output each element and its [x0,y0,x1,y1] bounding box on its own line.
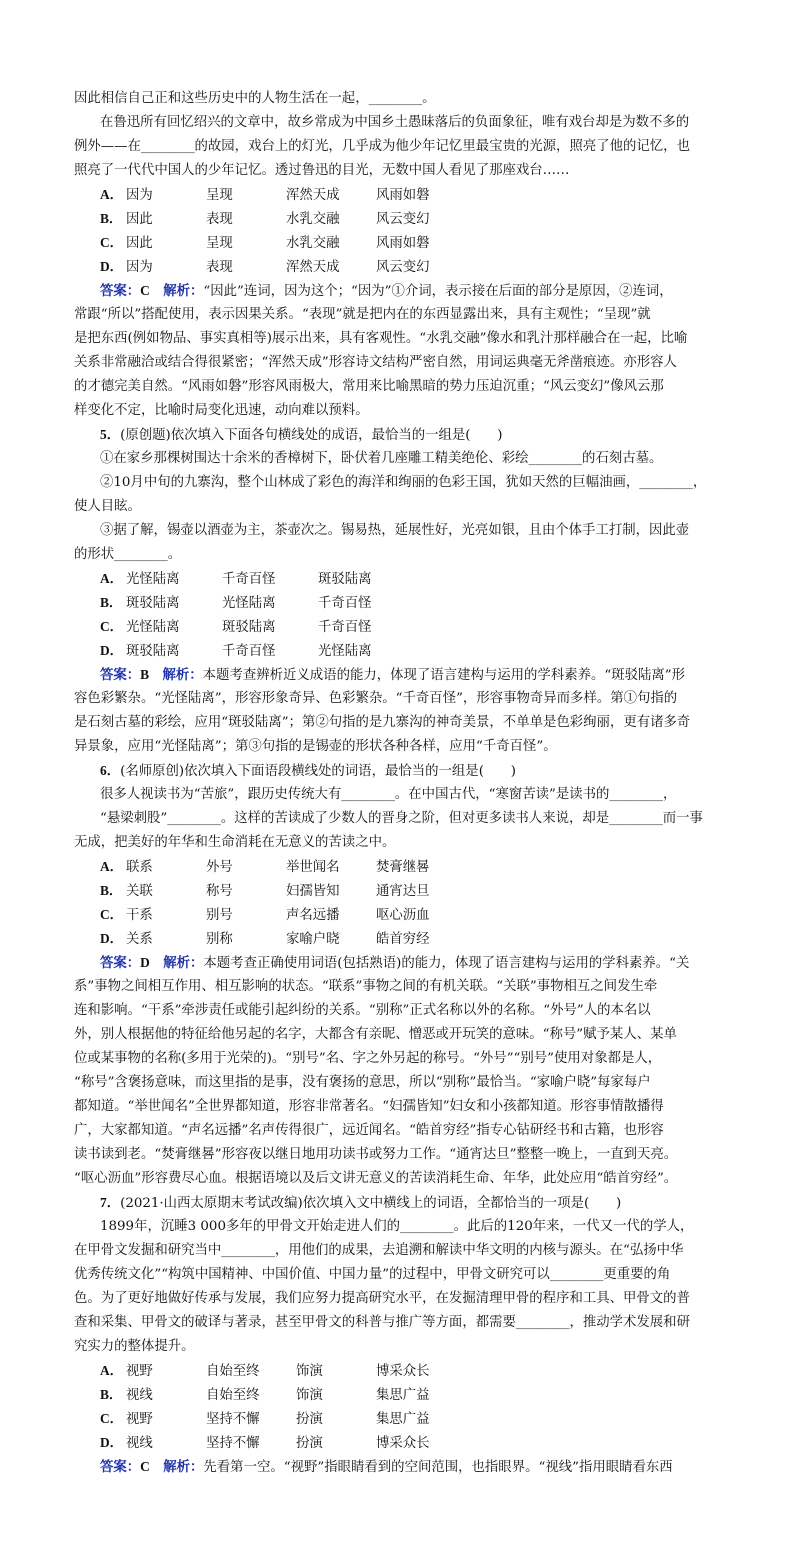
question-5-stem: 5．(原创题)依次填入下面各句横线处的成语，最恰当的一组是( ) [100,427,503,443]
option-a: A． 因为 呈现 浑然天成 风雨如磐 [100,187,430,203]
text-line: 常跟“所以”搭配使用，表示因果关系。“表现”就是把内在的东西显露出来，具有主观性；“呈现”就 [74,307,651,322]
text-line: 系”事物之间相互作用、相互影响的状态。“联系”事物之间的有机关联。“关联”事物相互之间发生牵 [74,979,658,994]
text-line: 在甲骨文发掘和研究当中________，用他们的成果，去追溯和解读中华文明的内核与源头。在“弘扬中华 [74,1243,684,1258]
option-c: C． 干系 别号 声名远播 呕心沥血 [100,907,430,923]
text-line: 无成，把美好的年华和生命消耗在无意义的苦读之中。 [74,835,396,850]
option-b: B． 关联 称号 妇孺皆知 通宵达旦 [100,883,430,899]
text-line: ③据了解，锡壶以酒壶为主，茶壶次之。锡易热，延展性好，光亮如银，且由个体手工打制，因此壶 [100,523,690,538]
option-a: A． 联系 外号 举世闻名 焚膏继晷 [100,859,430,875]
text-line: ②10月中旬的九寨沟，整个山林成了彩色的海洋和绚丽的色彩王国，犹如天然的巨幅油画，________， [100,475,707,490]
text-line: 是把东西(例如物品、事实真相等)展示出来，具有客观性。“水乳交融”像水和乳汁那样融合在一起，比喻 [74,331,688,346]
text-line: 色。为了更好地做好传承与发展，我们应努力提高研究水平，在发掘清理甲骨的程序和工具、甲骨文的普 [74,1291,690,1306]
text-line: 照亮了一代代中国人的少年记忆。透过鲁迅的目光，无数中国人看见了那座戏台…… [74,163,570,178]
option-c: C． 光怪陆离 斑驳陆离 千奇百怪 [100,619,372,635]
question-6-stem: 6．(名师原创)依次填入下面语段横线处的词语，最恰当的一组是( ) [100,763,516,779]
text-line: 广，大家都知道。“声名远播”名声传得很广，远近闻名。“皓首穷经”指专心钻研经书和古籍，也形容 [74,1123,664,1138]
text-line: 的形状________。 [74,547,182,562]
text-line: ①在家乡那棵树围达十余米的香樟树下，卧伏着几座雕工精美绝伦、彩绘________的石刻古墓。 [100,451,663,466]
text-line: 外，别人根据他的特征给他另起的名字，大都含有亲昵、憎恶或开玩笑的意味。“称号”赋予某人、某单 [74,1027,677,1042]
text-line: 究实力的整体提升。 [74,1339,195,1354]
text-line: 因此相信自己正和这些历史中的人物生活在一起，________。 [74,91,436,106]
option-a: A． 视野 自始至终 饰演 博采众长 [100,1363,430,1379]
option-c: C． 因此 呈现 水乳交融 风雨如磐 [100,235,430,251]
option-a: A． 光怪陆离 千奇百怪 斑驳陆离 [100,571,372,587]
text-line: 样变化不定，比喻时局变化迅速，动向难以预料。 [74,403,369,418]
text-line: 的才德完美自然。“风雨如磐”形容风雨极大，常用来比喻黑暗的势力压迫沉重；“风云变幻”像风云那 [74,379,664,394]
answer-line: 答案：C 解析：先看第一空。“视野”指眼睛看到的空间范围，也指眼界。“视线”指用眼睛看东西 [100,1459,673,1475]
option-b: B． 视线 自始至终 饰演 集思广益 [100,1387,430,1403]
option-d: D． 因为 表现 浑然天成 风云变幻 [100,259,430,275]
option-d: D． 斑驳陆离 千奇百怪 光怪陆离 [100,643,372,659]
answer-line: 答案：D 解析：本题考查正确使用词语(包括熟语)的能力，体现了语言建构与运用的学科素养。“关 [100,955,690,971]
option-b: B． 斑驳陆离 光怪陆离 千奇百怪 [100,595,372,611]
text-line: “称号”含褒扬意味，而这里指的是事，没有褒扬的意思，所以“别称”最恰当。“家喻户晓”每家每户 [74,1075,651,1090]
answer-line: 答案：C 解析：“因此”连词，因为这个；“因为”①介词，表示接在后面的部分是原因，②连词， [100,283,673,299]
text-line: 很多人视读书为“苦旅”，跟历史传统大有________。在中国古代，“寒窗苦读”是读书的________， [100,787,677,802]
text-line: 查和采集、甲骨文的破译与著录，甚至甲骨文的科普与推广等方面，都需要________，推动学术发展和研 [74,1315,690,1330]
option-d: D． 关系 别称 家喻户晓 皓首穷经 [100,931,430,947]
text-line: “悬梁刺股”________。这样的苦读成了少数人的晋身之阶，但对更多读书人来说，却是________而一事 [100,811,703,826]
text-line: 读书读到老。“焚膏继晷”形容夜以继日地用功读书或努力工作。“通宵达旦”整整一晚上，一直到天亮。 [74,1147,678,1162]
text-line: 连和影响。“干系”牵涉责任或能引起纠纷的关系。“别称”正式名称以外的名称。“外号”人的本名以 [74,1003,651,1018]
text-line: 在鲁迅所有回忆绍兴的文章中，故乡常成为中国乡土愚昧落后的负面象征，唯有戏台却是为数不多的 [100,115,690,130]
text-line: 容色彩繁杂。“光怪陆离”，形容形象奇异、色彩繁杂。“千奇百怪”，形容事物奇异而多样。第①句指的 [74,691,678,706]
text-line: 异景象，应用“光怪陆离”；第③句指的是锡壶的形状各种各样，应用“千奇百怪”。 [74,739,557,754]
text-line: 例外——在________的故园，戏台上的灯光，几乎成为他少年记忆里最宝贵的光源，照亮了他的记忆，也 [74,139,690,154]
option-b: B． 因此 表现 水乳交融 风云变幻 [100,211,430,227]
question-7-stem: 7．(2021·山西太原期末考试改编)依次填入文中横线上的词语，全都恰当的一项是( ) [100,1195,622,1211]
option-c: C． 视野 坚持不懈 扮演 集思广益 [100,1411,430,1427]
text-line: 关系非常融洽或结合得很紧密；“浑然天成”形容诗文结构严密自然，用词运典毫无斧凿痕迹。亦形容人 [74,355,677,370]
text-line: 位或某事物的名称(多用于光荣的)。“别号”名、字之外另起的称号。“外号”“别号”使用对象都是人， [74,1051,662,1066]
text-line: 是石刻古墓的彩绘，应用“斑驳陆离”；第②句指的是九寨沟的神奇美景，不单单是色彩绚丽，更有诸多奇 [74,715,691,730]
text-line: 1899年，沉睡3 000多年的甲骨文开始走进人们的________。此后的120年来，一代又一代的学人， [100,1219,694,1234]
text-line: “呕心沥血”形容费尽心血。根据语境以及后文讲无意义的苦读消耗生命、年华，此处应用“皓首穷经”。 [74,1171,678,1186]
answer-line: 答案：B 解析：本题考查辨析近义成语的能力，体现了语言建构与运用的学科素养。“斑驳陆离”形 [100,667,686,683]
text-line: 优秀传统文化”“构筑中国精神、中国价值、中国力量”的过程中，甲骨文研究可以________更重要的角 [74,1267,671,1282]
option-d: D． 视线 坚持不懈 扮演 博采众长 [100,1435,430,1451]
text-line: 都知道。“举世闻名”全世界都知道，形容非常著名。“妇孺皆知”妇女和小孩都知道。形容事情散播得 [74,1099,664,1114]
text-line: 使人目眩。 [74,499,141,514]
